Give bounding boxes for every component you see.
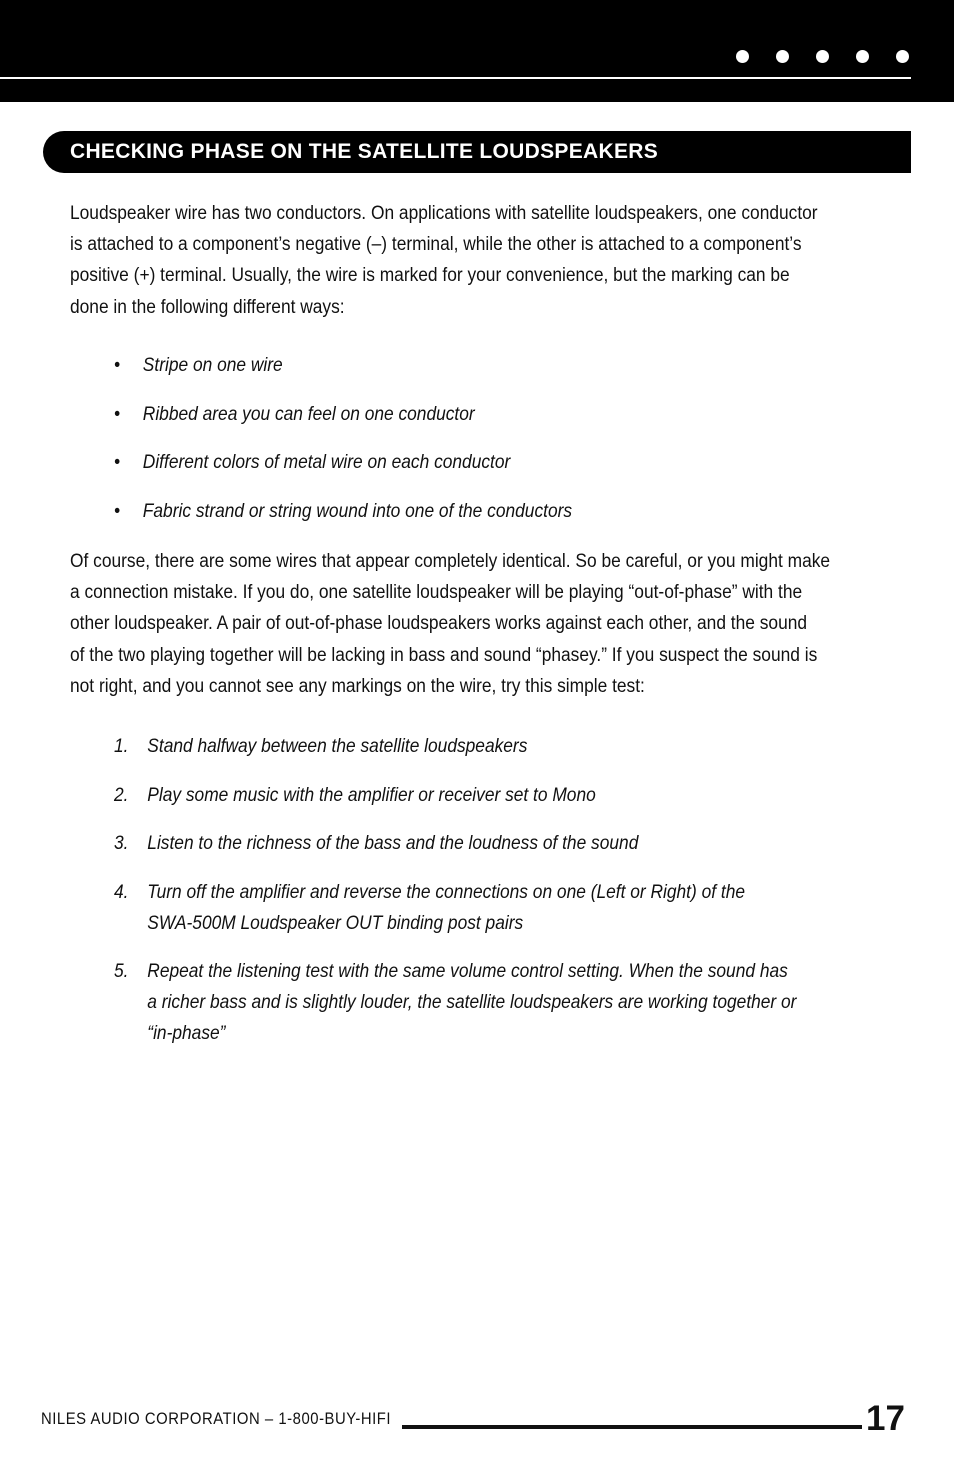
- bullet-marker: •: [114, 355, 121, 376]
- dot-icon: [736, 50, 749, 63]
- caution-paragraph: [70, 546, 912, 702]
- step-text: Play some music with the amplifier or receiver set to Mono: [147, 784, 596, 806]
- marking-bullet-list: [114, 355, 623, 550]
- step-text: Stand halfway between the satellite loudspeakers: [147, 736, 528, 757]
- step-text: a richer bass and is slightly louder, the satellite loudspeakers are working together or: [147, 992, 797, 1013]
- step-number: 4.: [114, 881, 129, 903]
- step-text: Turn off the amplifier and reverse the connections on one (Left or Right) of the: [147, 881, 746, 903]
- caution-line: not right, and you cannot see any markings on the wire, try this simple test:: [70, 675, 645, 697]
- step-item: [114, 780, 796, 811]
- step-number: 2.: [114, 784, 129, 806]
- dot-icon: [776, 50, 789, 63]
- step-item: [114, 877, 796, 939]
- step-number: 5.: [114, 961, 129, 982]
- step-number: 1.: [114, 736, 129, 757]
- step-number: 3.: [114, 833, 129, 854]
- dot-icon: [896, 50, 909, 63]
- footer-company: NILES AUDIO CORPORATION – 1-800-BUY-HIFI: [41, 1410, 392, 1428]
- intro-paragraph: [70, 198, 912, 323]
- caution-line: a connection mistake. If you do, one satellite loudspeaker will be playing “out-of-phase” with the: [70, 582, 803, 604]
- caution-line: Of course, there are some wires that appear completely identical. So be careful, or you might make: [70, 551, 831, 572]
- step-item: [114, 828, 796, 859]
- section-title: CHECKING PHASE ON THE SATELLITE LOUDSPEAKERS: [70, 140, 659, 163]
- step-text: Repeat the listening test with the same volume control setting. When the sound has: [147, 961, 788, 982]
- section-heading-bar: [43, 131, 911, 173]
- page-number: 17: [866, 1399, 905, 1438]
- caution-line: of the two playing together will be lacking in bass and sound “phasey.” If you suspect the sound is: [70, 644, 818, 666]
- step-text: “in-phase”: [147, 1023, 226, 1044]
- footer-rule: [402, 1425, 862, 1429]
- intro-line: positive (+) terminal. Usually, the wire is marked for your convenience, but the marking can be: [70, 265, 790, 287]
- dot-icon: [856, 50, 869, 63]
- bullet-text: Ribbed area you can feel on one conductor: [142, 403, 475, 425]
- header-band: [0, 0, 954, 102]
- intro-line: done in the following different ways:: [70, 296, 345, 318]
- header-dots: [736, 50, 909, 63]
- phase-test-steps: [114, 731, 872, 1067]
- bullet-marker: •: [114, 501, 121, 523]
- bullet-text: Stripe on one wire: [142, 355, 283, 376]
- bullet-item: [114, 452, 572, 501]
- bullet-item: [114, 404, 572, 453]
- step-text: Listen to the richness of the bass and the loudness of the sound: [147, 833, 639, 854]
- step-item: [114, 731, 796, 762]
- caution-line: other loudspeaker. A pair of out-of-phase loudspeakers works against each other, and the sound: [70, 613, 808, 635]
- header-rule: [0, 77, 911, 79]
- bullet-text: Different colors of metal wire on each conductor: [142, 452, 511, 474]
- intro-line: is attached to a component’s negative (–) terminal, while the other is attached to a component’s: [70, 234, 802, 256]
- bullet-item: [114, 501, 572, 550]
- bullet-text: Fabric strand or string wound into one of the conductors: [142, 501, 573, 523]
- bullet-marker: •: [114, 403, 121, 425]
- step-item: [114, 956, 796, 1049]
- step-text: SWA-500M Loudspeaker OUT binding post pairs: [147, 912, 524, 934]
- dot-icon: [816, 50, 829, 63]
- bullet-item: [114, 355, 572, 404]
- bullet-marker: •: [114, 452, 121, 474]
- intro-line: Loudspeaker wire has two conductors. On applications with satellite loudspeakers, one conductor: [70, 203, 818, 224]
